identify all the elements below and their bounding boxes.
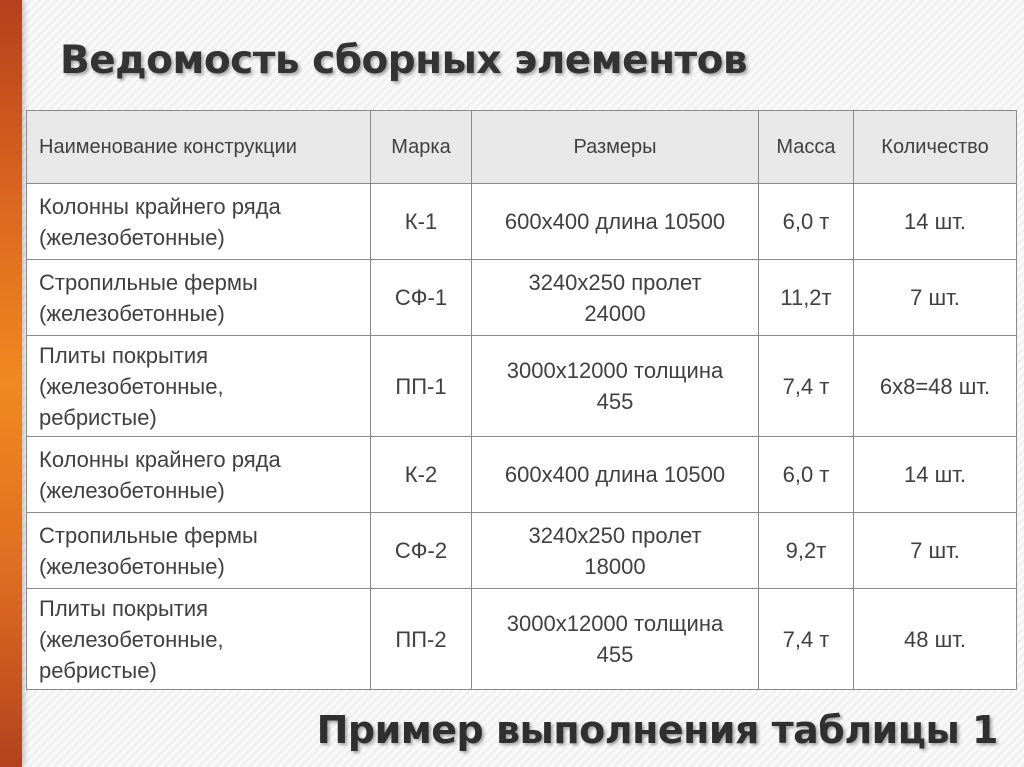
header-mark: Марка [371,111,472,184]
cell-mass: 9,2т [759,513,854,589]
slide-caption: Пример выполнения таблицы 1 [316,708,998,752]
table-row [27,336,1017,437]
cell-quantity: 7 шт. [854,513,1017,589]
cell-name: Стропильные фермы (железобетонные) [27,260,371,336]
cell-name: Колонны крайнего ряда (железобетонные) [27,184,371,260]
cell-mass: 6,0 т [759,437,854,513]
cell-size: 3240х250 пролет 18000 [472,513,759,589]
cell-mark: ПП-1 [371,336,472,437]
table-row [27,513,1017,589]
cell-quantity: 14 шт. [854,184,1017,260]
table-row [27,437,1017,513]
cell-name: Стропильные фермы (железобетонные) [27,513,371,589]
header-quantity: Количество [854,111,1017,184]
cell-size: 3000х12000 толщина 455 [472,336,759,437]
cell-mass: 11,2т [759,260,854,336]
table-row [27,589,1017,690]
slide-title: Ведомость сборных элементов [60,38,748,83]
table-body [27,184,1017,690]
cell-mass: 7,4 т [759,589,854,690]
header-name: Наименование конструкции [27,111,371,184]
cell-quantity: 6х8=48 шт. [854,336,1017,437]
cell-mark: К-1 [371,184,472,260]
cell-mass: 6,0 т [759,184,854,260]
cell-name: Плиты покрытия (железобетонные, ребристые) [27,589,371,690]
table-row [27,184,1017,260]
cell-size: 600х400 длина 10500 [472,437,759,513]
cell-quantity: 48 шт. [854,589,1017,690]
accent-bar [0,0,22,767]
cell-mark: К-2 [371,437,472,513]
cell-name: Колонны крайнего ряда (железобетонные) [27,437,371,513]
cell-mark: СФ-1 [371,260,472,336]
cell-mass: 7,4 т [759,336,854,437]
cell-name: Плиты покрытия (железобетонные, ребристые) [27,336,371,437]
cell-size: 3240х250 пролет 24000 [472,260,759,336]
table-header [27,111,1017,184]
table-row [27,260,1017,336]
header-size: Размеры [472,111,759,184]
cell-mark: ПП-2 [371,589,472,690]
cell-mark: СФ-2 [371,513,472,589]
cell-quantity: 14 шт. [854,437,1017,513]
cell-size: 3000х12000 толщина 455 [472,589,759,690]
elements-table [26,110,1017,690]
header-mass: Масса [759,111,854,184]
table-container [26,110,1016,690]
header-row [27,111,1017,184]
cell-size: 600х400 длина 10500 [472,184,759,260]
cell-quantity: 7 шт. [854,260,1017,336]
